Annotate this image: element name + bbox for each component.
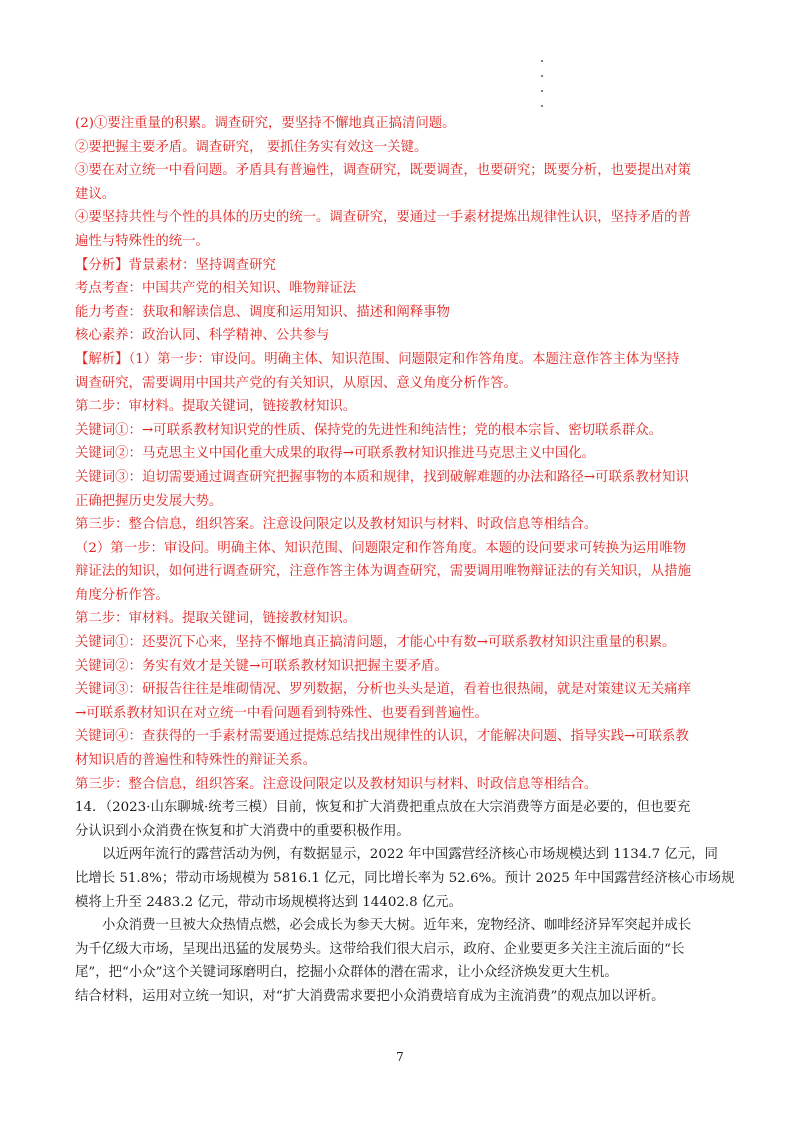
- page-number: 7: [396, 1050, 404, 1064]
- material-line: 以近两年流行的露营活动为例，有数据显示，2022 年中国露营经济核心市场规模达到 1134.7 亿元，同: [102, 847, 718, 863]
- explanation-line: 关键词①：→可联系教材知识党的性质、保持党的先进性和纯洁性；党的根本宗旨、密切联系群众。: [75, 422, 663, 438]
- decorative-dots: [541, 60, 547, 120]
- explanation-line: 【解析】（1）第一步：审设问。明确主体、知识范围、问题限定和作答角度。本题注意作答主体为坚持: [75, 351, 680, 367]
- answer-line: (2)①要注重量的积累。调查研究，要坚持不懈地真正搞清问题。: [75, 116, 456, 131]
- analysis-line: 【分析】背景素材：坚持调查研究: [75, 257, 276, 273]
- explanation-line: （2）第一步：审设问。明确主体、知识范围、问题限定和作答角度。本题的设问要求可转换为运用唯物: [75, 540, 687, 556]
- explanation-line: 第三步：整合信息，组织答案。注意设问限定以及教材知识与材料、时政信息等相结合。: [75, 776, 598, 792]
- explanation-line: 关键词④：查获得的一手素材需要通过提炼总结找出规律性的认识，才能解决问题、指导实践→可联系教: [75, 729, 689, 745]
- explanation-line: 关键词③：迫切需要通过调查研究把握事物的本质和规律，找到破解难题的办法和路径→可联系教材知识: [75, 469, 689, 485]
- explanation-line: 第三步：整合信息，组织答案。注意设问限定以及教材知识与材料、时政信息等相结合。: [75, 517, 598, 533]
- explanation-line: 第二步：审材料。提取关键词，链接教材知识。: [75, 611, 357, 627]
- explanation-line: 第二步：审材料。提取关键词，链接教材知识。: [75, 399, 357, 415]
- page-content: [75, 112, 735, 1009]
- explanation-line: 材知识盾的普遍性和特殊性的辩证关系。: [75, 753, 317, 769]
- material-line: 尾”，把“小众”这个关键词琢磨明白，挖掘小众群体的潜在需求，让小众经济焕发更大生机。: [75, 965, 618, 981]
- explanation-line: 关键词②：马克思主义中国化重大成果的取得→可联系教材知识推进马克思主义中国化。: [75, 446, 596, 462]
- explanation-line: →可联系教材知识在对立统一中看问题看到特殊性、也要看到普遍性。: [75, 705, 488, 721]
- answer-part-2: [75, 112, 735, 254]
- analysis-line: 核心素养：政治认同、科学精神、公共参与: [75, 328, 330, 344]
- explanation-section: [75, 348, 735, 796]
- analysis-section: [75, 254, 735, 348]
- explanation-line: 调查研究，需要调用中国共产党的有关知识，从原因、意义角度分析作答。: [75, 375, 517, 391]
- answer-line: ③要在对立统一中看问题。矛盾具有普遍性，调查研究，既要调查，也要研究；既要分析，也要提出对策: [75, 163, 691, 179]
- answer-line: 建议。: [75, 186, 116, 202]
- analysis-line: 能力考查：获取和解读信息、调度和运用知识、描述和阐释事物: [75, 304, 450, 320]
- explanation-line: 正确把握历史发展大势。: [75, 493, 223, 509]
- material-line: 小众消费一旦被大众热情点燃，必会成长为参天大树。近年来，宠物经济、咖啡经济异军突起并成长: [102, 918, 692, 934]
- explanation-line: 辩证法的知识，如何进行调查研究，注意作答主体为调查研究，需要调用唯物辩证法的有关知识，从措施: [75, 564, 691, 580]
- question-prompt: 结合材料，运用对立统一知识，对“扩大消费需求要把小众消费培育成为主流消费”的观点加以评析。: [75, 988, 665, 1004]
- question-intro-line: 分认识到小众消费在恢复和扩大消费中的重要积极作用。: [75, 823, 410, 839]
- question-14: [75, 796, 735, 1008]
- material-line: 模将上升至 2483.2 亿元，带动市场规模将达到 14402.8 亿元。: [75, 894, 463, 910]
- answer-line: 遍性与特殊性的统一。: [75, 233, 209, 249]
- explanation-line: 角度分析作答。: [75, 587, 169, 603]
- explanation-line: 关键词②：务实有效才是关键→可联系教材知识把握主要矛盾。: [75, 658, 448, 674]
- explanation-line: 关键词①：还要沉下心来，坚持不懈地真正搞清问题，才能心中有数→可联系教材知识注重量的积累。: [75, 635, 676, 651]
- question-intro-line: 14．（2023·山东聊城·统考三模）目前，恢复和扩大消费把重点放在大宗消费等方面是必要的，但也要充: [75, 800, 691, 816]
- answer-line: ④要坚持共性与个性的具体的历史的统一。调查研究，要通过一手素材提炼出规律性认识，坚持矛盾的普: [75, 210, 691, 226]
- material-line: 为千亿级大市场，呈现出迅猛的发展势头。这带给我们很大启示，政府、企业要更多关注主流后面的“长: [75, 941, 685, 957]
- material-line: 比增长 51.8%；带动市场规模为 5816.1 亿元，同比增长率为 52.6%。预计 2025 年中国露营经济核心市场规: [75, 871, 735, 886]
- analysis-line: 考点考查：中国共产党的相关知识、唯物辩证法: [75, 281, 357, 297]
- answer-line: ②要把握主要矛盾。调查研究， 要抓住务实有效这一关键。: [75, 139, 428, 155]
- explanation-line: 关键词③：研报告往往是堆砌情况、罗列数据，分析也头头是道，看着也很热闹，就是对策建议无关痛痒: [75, 682, 691, 698]
